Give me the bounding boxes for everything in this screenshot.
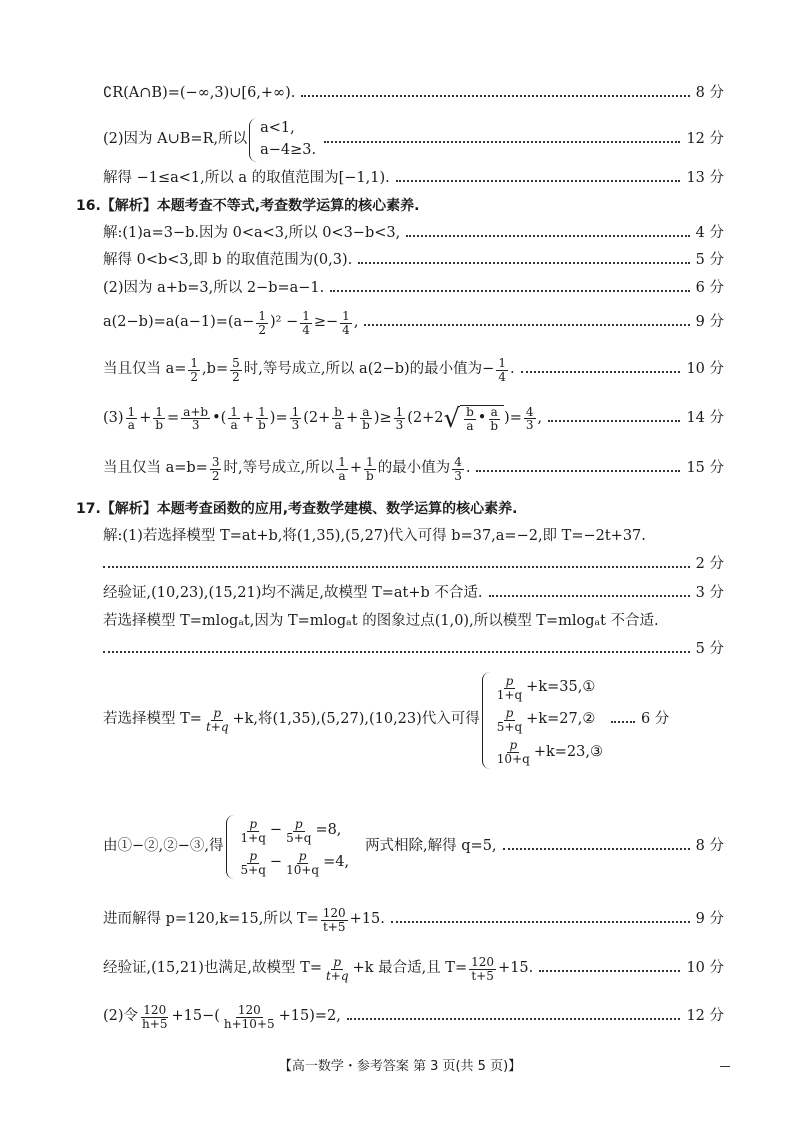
math-text: 时,等号成立,所以 a(2−b)的最小值为− xyxy=(243,361,495,378)
dot-leader xyxy=(476,470,680,472)
system-row: $\frac{p}{1+q}$ − $\frac{p}{5+q}$ =8, xyxy=(240,817,342,845)
math-text: + xyxy=(241,409,255,426)
math-text: • xyxy=(477,410,487,427)
math-text: 当且仅当 a=b= xyxy=(103,460,208,477)
fraction: $\frac{120}{t+5}$ xyxy=(322,906,346,934)
math-text: +15. xyxy=(498,960,534,977)
score: 2 分 xyxy=(695,556,724,572)
fraction: $\frac{p}{t+q}$ xyxy=(205,706,229,734)
math-text: 解得 −1≤a<1,所以 a 的取值范围为[−1,1). xyxy=(103,170,390,186)
system-row: $\frac{p}{10+q}$ +k=23,③ xyxy=(496,738,603,766)
dot-leader xyxy=(330,290,689,292)
fraction: $\frac{5}{2}$ xyxy=(232,356,240,384)
answer-line xyxy=(103,956,724,982)
math-text: +k 最合适,且 T= xyxy=(352,960,468,977)
answer-line xyxy=(103,529,724,545)
score: 12 分 xyxy=(686,130,724,147)
math-text: )= xyxy=(269,409,288,426)
answer-line xyxy=(103,907,724,933)
analysis-tag: 【解析】 xyxy=(100,501,157,517)
question-summary: 本题考查函数的应用,考查数学建模、数学运算的核心素养. xyxy=(156,501,518,517)
math-text: (2)因为 a+b=3,所以 2−b=a−1. xyxy=(103,280,325,296)
dot-leader xyxy=(103,651,690,653)
system-row: a<1, xyxy=(260,120,295,136)
fraction: $\frac{120}{t+5}$ xyxy=(471,955,495,983)
math-text: 若选择模型 T=mlogₐt,因为 T=mlogₐt 的图象过点(1,0),所以模型 T=mlogₐt 不合适. xyxy=(103,613,659,629)
equation-system xyxy=(226,815,350,879)
answer-line xyxy=(103,456,724,482)
math-text: +15)=2, xyxy=(278,1008,341,1025)
score: 3 分 xyxy=(695,585,724,601)
math-text: )≥ xyxy=(373,409,392,426)
math-text: +k,将(1,35),(5,27),(10,23)代入可得 xyxy=(232,711,480,728)
math-text: +15−( xyxy=(171,1008,220,1025)
fraction: $\frac{1}{2}$ xyxy=(258,309,266,337)
score: 12 分 xyxy=(686,1008,724,1025)
math-text: + xyxy=(139,409,152,426)
fraction: $\frac{1}{a}$ xyxy=(127,404,136,433)
answer-line xyxy=(103,310,724,336)
fraction: $\frac{1}{2}$ xyxy=(190,356,199,384)
answer-line xyxy=(103,281,724,297)
equation-system xyxy=(482,672,603,769)
brace xyxy=(482,672,490,769)
math-text: 解得 0<b<3,即 b 的取值范围为(0,3). xyxy=(103,252,353,268)
dot-leader xyxy=(391,921,690,923)
math-text: )= xyxy=(504,409,522,426)
math-text: (2+ xyxy=(303,409,331,426)
math-text: 若选择模型 T= xyxy=(103,711,202,728)
system-row: a−4≥3. xyxy=(260,141,317,158)
math-text: ∁R(A∩B)=(−∞,3)∪[6,+∞). xyxy=(103,85,296,101)
dot-leader xyxy=(548,420,680,422)
math-text: (2+2 xyxy=(407,409,444,426)
fraction: $\frac{1}{4}$ xyxy=(498,356,506,384)
answer-line xyxy=(103,815,724,879)
answer-line xyxy=(103,253,724,269)
score: 4 分 xyxy=(695,225,724,241)
question-number: 17. xyxy=(76,501,101,517)
fraction: $\frac{b}{a}$ xyxy=(334,404,342,433)
fraction: $\frac{a+b}{3}$ xyxy=(183,404,209,433)
math-text: + xyxy=(349,460,362,477)
score: 8 分 xyxy=(695,85,724,101)
fraction: $\frac{1}{3}$ xyxy=(395,404,404,433)
math-text: 解:(1)a=3−b.因为 0<a<3,所以 0<3−b<3, xyxy=(103,225,401,241)
math-text: = xyxy=(167,409,180,426)
math-text: . xyxy=(465,460,471,477)
dot-leader xyxy=(503,848,690,850)
dot-leader xyxy=(396,180,681,182)
math-text: )² − xyxy=(269,314,299,331)
math-text: ,b= xyxy=(202,361,229,378)
math-text: a(2−b)=a(a−1)=(a− xyxy=(103,314,255,331)
math-text: 经验证,(15,21)也满足,故模型 T= xyxy=(103,960,322,977)
fraction: $\frac{1}{4}$ xyxy=(302,309,310,337)
dot-leader xyxy=(611,721,635,723)
score: 6 分 xyxy=(640,711,670,728)
dot-leader xyxy=(324,141,680,143)
fraction: $\frac{p}{t+q}$ xyxy=(325,955,349,983)
math-text: , xyxy=(537,409,543,426)
score: 15 分 xyxy=(686,460,724,477)
system-row: $\frac{p}{1+q}$ +k=35,① xyxy=(496,674,596,702)
system-row: $\frac{p}{5+q}$ +k=27,② xyxy=(496,706,596,734)
fraction: $\frac{1}{a}$ xyxy=(230,404,238,433)
answer-line xyxy=(103,357,724,383)
answer-line xyxy=(103,171,724,187)
math-text: (2)令 xyxy=(103,1008,139,1025)
math-text: ≥− xyxy=(313,314,339,331)
math-text: + xyxy=(345,409,359,426)
answer-line xyxy=(103,226,724,242)
score: 10 分 xyxy=(686,960,724,977)
dot-leader xyxy=(539,970,680,972)
dot-leader xyxy=(103,566,690,568)
answer-line xyxy=(103,557,724,573)
score: 13 分 xyxy=(686,170,724,186)
score: 9 分 xyxy=(695,911,724,928)
question-heading xyxy=(76,502,724,517)
fraction: $\frac{a}{b}$ xyxy=(490,405,499,433)
analysis-tag: 【解析】 xyxy=(100,198,157,214)
fraction: $\frac{120}{h+10+5}$ xyxy=(223,1003,275,1031)
dot-leader xyxy=(489,595,690,597)
score: 10 分 xyxy=(686,361,724,378)
square-root: √ $\frac{b}{a}$ • $\frac{a}{b}$ xyxy=(444,405,505,432)
score: 8 分 xyxy=(695,838,724,855)
fraction: $\frac{1}{3}$ xyxy=(291,404,300,433)
math-text: 解:(1)若选择模型 T=at+b,将(1,35),(5,27)代入可得 b=37,a=−2,即 T=−2t+37. xyxy=(103,528,646,544)
dot-leader xyxy=(347,1018,681,1020)
answer-line xyxy=(103,405,724,432)
brace xyxy=(226,815,234,879)
question-number: 16. xyxy=(76,198,101,214)
math-text: 时,等号成立,所以 xyxy=(223,460,335,477)
dot-leader xyxy=(364,324,689,326)
page-footer: 【高一数学・参考答案 第 3 页(共 5 页)】 xyxy=(278,1059,522,1074)
math-text: . xyxy=(509,361,515,378)
fraction: $\frac{1}{a}$ xyxy=(338,455,346,483)
dot-leader xyxy=(301,95,689,97)
dot-leader xyxy=(406,235,689,237)
score: 5 分 xyxy=(695,641,724,657)
answer-line xyxy=(103,586,724,602)
fraction: $\frac{b}{a}$ xyxy=(466,405,474,433)
answer-line xyxy=(103,614,724,630)
answer-line xyxy=(103,1004,724,1030)
brace xyxy=(249,118,257,162)
equation-system xyxy=(249,118,316,162)
math-text: 两式相除,解得 q=5, xyxy=(365,838,497,855)
math-text: 的最小值为 xyxy=(377,460,451,477)
math-text: (3) xyxy=(103,409,124,426)
math-text: 当且仅当 a= xyxy=(103,361,187,378)
fraction: $\frac{3}{2}$ xyxy=(211,455,220,483)
answer-line xyxy=(103,86,724,102)
fraction: $\frac{120}{h+5}$ xyxy=(142,1003,168,1031)
corner-mark xyxy=(720,1066,730,1067)
fraction: $\frac{1}{b}$ xyxy=(366,455,374,483)
math-text: •( xyxy=(212,409,227,426)
question-heading xyxy=(76,199,724,214)
score: 6 分 xyxy=(695,280,724,296)
score: 14 分 xyxy=(686,409,724,426)
dot-leader xyxy=(358,262,689,264)
answer-line xyxy=(103,642,724,658)
score: 9 分 xyxy=(695,314,724,331)
answer-line xyxy=(103,118,724,162)
fraction: $\frac{1}{4}$ xyxy=(342,309,350,337)
math-text: (2)因为 A∪B=R,所以 xyxy=(103,130,248,147)
answer-line xyxy=(103,672,724,769)
fraction: $\frac{4}{3}$ xyxy=(454,455,462,483)
fraction: $\frac{a}{b}$ xyxy=(362,404,370,433)
math-text: , xyxy=(353,314,359,331)
dot-leader xyxy=(521,371,681,373)
fraction: $\frac{1}{b}$ xyxy=(258,404,266,433)
math-text: 由①−②,②−③,得 xyxy=(103,838,224,855)
question-summary: 本题考查不等式,考查数学运算的核心素养. xyxy=(156,198,420,214)
math-text: +15. xyxy=(349,911,385,928)
system-row: $\frac{p}{5+q}$ − $\frac{p}{10+q}$ =4, xyxy=(240,849,350,877)
fraction: $\frac{1}{b}$ xyxy=(155,404,164,433)
math-text: 进而解得 p=120,k=15,所以 T= xyxy=(103,911,319,928)
score: 5 分 xyxy=(695,252,724,268)
fraction: $\frac{4}{3}$ xyxy=(525,404,534,433)
math-text: 经验证,(10,23),(15,21)均不满足,故模型 T=at+b 不合适. xyxy=(103,585,483,601)
